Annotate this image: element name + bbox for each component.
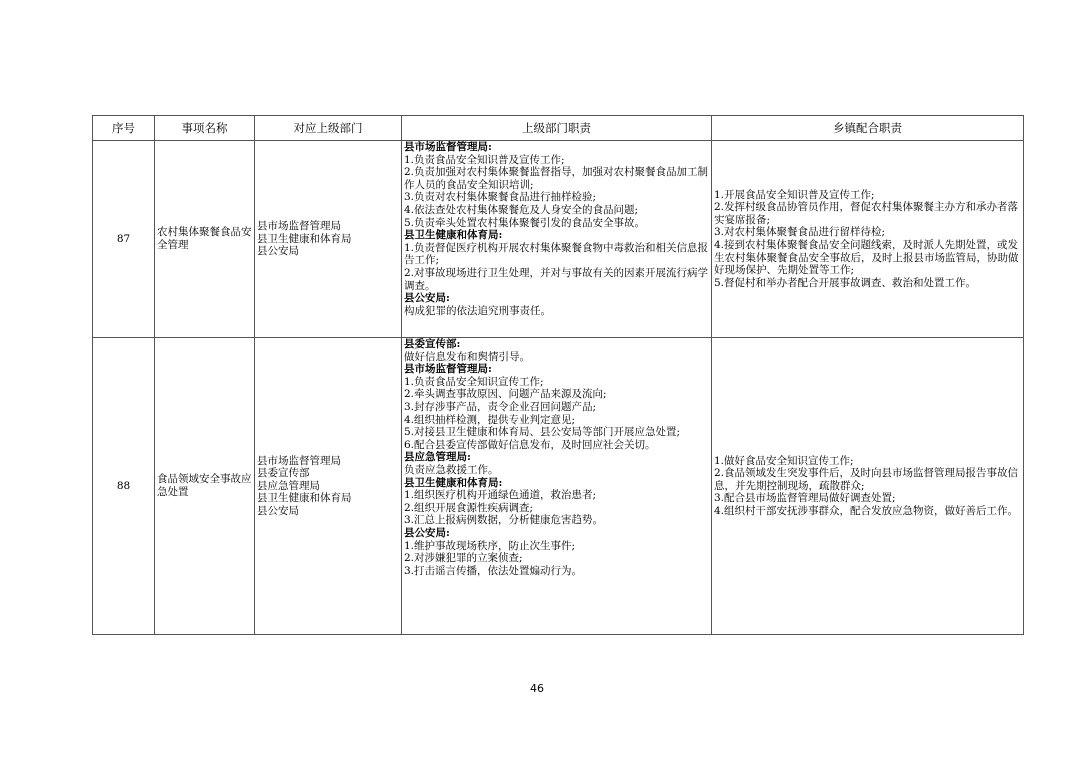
table-header-row	[93, 116, 1024, 141]
duty-line: 1.负责食品安全知识宣传工作;	[404, 375, 544, 388]
row-upper-duties	[402, 141, 712, 338]
duty-line: 负责应急救援工作。	[404, 463, 499, 476]
dept-entry: 县市场监督管理局	[257, 454, 341, 467]
duty-line: 2.负责加强对农村集体聚餐监督指导，加强对农村聚餐食品加工制作人员的食品安全知识培训;	[404, 166, 709, 191]
duty-line: 4.依法查处农村集体聚餐危及人身安全的食品问题;	[404, 203, 639, 216]
row-dept-list	[255, 338, 402, 635]
row-township-duties	[712, 338, 1024, 635]
township-duty-line: 2.食品领域发生突发事件后，及时向县市场监督管理局报告事故信息，并先期控制现场，疏散群众;	[714, 467, 1019, 492]
header-township-duties: 乡镇配合职责	[712, 116, 1024, 141]
duty-line: 5.负责牵头处置农村集体聚餐引发的食品安全事故。	[404, 216, 646, 229]
duty-line: 5.对接县卫生健康和体育局、县公安局等部门开展应急处置;	[404, 426, 681, 439]
row-dept-list	[255, 141, 402, 338]
header-upper-duties: 上级部门职责	[402, 116, 712, 141]
row-township-duties	[712, 141, 1024, 338]
duty-dept-heading: 县公安局:	[404, 292, 450, 305]
duty-line: 4.组织抽样检测，提供专业判定意见;	[404, 413, 576, 426]
dept-entry: 县委宣传部	[257, 467, 310, 480]
duty-line: 2.对事故现场进行卫生处理，并对与事故有关的因素开展流行病学调查。	[404, 266, 709, 292]
township-duty-line: 4.接到农村集体聚餐食品安全问题线索，及时派人先期处置，或发生农村集体聚餐食品安全事故后，及时上报县市场监管局，协助做好现场保护、先期处置等工作;	[714, 239, 1019, 277]
duty-line: 构成犯罪的依法追究刑事责任。	[404, 304, 551, 317]
duty-line: 6.配合县委宣传部做好信息发布，及时回应社会关切。	[404, 438, 656, 451]
duty-line: 3.负责对农村集体聚餐食品进行抽样检验;	[404, 191, 597, 204]
table-row	[93, 338, 1024, 635]
header-seq: 序号	[93, 116, 155, 141]
header-item: 事项名称	[155, 116, 255, 141]
document-table-container	[92, 115, 1023, 635]
duty-line: 做好信息发布和舆情引导。	[404, 350, 530, 363]
duty-line: 2.对涉嫌犯罪的立案侦查;	[404, 552, 523, 565]
dept-entry: 县公安局	[257, 504, 299, 517]
dept-entry: 县应急管理局	[257, 479, 320, 492]
duty-line: 1.维护事故现场秩序，防止次生事件;	[404, 539, 576, 552]
duty-line: 1.负责食品安全知识普及宣传工作;	[404, 153, 565, 166]
dept-entry: 县卫生健康和体育局	[257, 492, 352, 505]
table-row	[93, 141, 1024, 338]
township-duty-line: 5.督促村和举办者配合开展事故调查、救治和处置工作。	[714, 276, 977, 289]
township-duty-line: 4.组织村干部安抚涉事群众，配合发放应急物资，做好善后工作。	[714, 504, 1019, 517]
township-duty-line: 3.配合县市场监督管理局做好调查处置;	[714, 492, 896, 505]
row-item-name: 农村集体聚餐食品安全管理	[155, 141, 255, 338]
dept-entry: 县卫生健康和体育局	[257, 232, 352, 245]
dept-entry: 县市场监督管理局	[257, 220, 341, 233]
row-seq: 87	[93, 141, 155, 338]
responsibility-table	[92, 115, 1024, 635]
duty-line: 1.负责督促医疗机构开展农村集体聚餐食物中毒救治和相关信息报告工作;	[404, 241, 709, 267]
duty-line: 3.汇总上报病例数据，分析健康危害趋势。	[404, 514, 604, 527]
duty-dept-heading: 县市场监督管理局:	[404, 363, 492, 376]
header-dept: 对应上级部门	[255, 116, 402, 141]
duty-dept-heading: 县市场监督管理局:	[404, 141, 492, 153]
duty-line: 2.组织开展食源性疾病调查;	[404, 501, 534, 514]
row-item-name: 食品领域安全事故应急处置	[155, 338, 255, 635]
duty-dept-heading: 县卫生健康和体育局:	[404, 229, 503, 242]
duty-dept-heading: 县卫生健康和体育局:	[404, 476, 503, 489]
township-duty-line: 1.开展食品安全知识普及宣传工作;	[714, 188, 875, 201]
duty-line: 3.打击谣言传播，依法处置煽动行为。	[404, 564, 583, 577]
duty-line: 2.牵头调查事故原因、问题产品来源及流向;	[404, 388, 607, 401]
page-number: 46	[530, 682, 544, 695]
duty-dept-heading: 县公安局:	[404, 526, 450, 539]
township-duty-line: 1.做好食品安全知识宣传工作;	[714, 454, 854, 467]
duty-line: 1.组织医疗机构开通绿色通道，救治患者;	[404, 489, 597, 502]
township-duty-line: 3.对农村集体聚餐食品进行留样待检;	[714, 226, 886, 239]
row-seq: 88	[93, 338, 155, 635]
township-duty-line: 2.发挥村级食品协管员作用，督促农村集体聚餐主办方和承办者落实宴席报备;	[714, 201, 1019, 226]
duty-dept-heading: 县委宣传部:	[404, 338, 461, 350]
duty-dept-heading: 县应急管理局:	[404, 451, 471, 464]
duty-line: 3.封存涉事产品，责令企业召回问题产品;	[404, 400, 597, 413]
dept-entry: 县公安局	[257, 245, 299, 258]
row-upper-duties	[402, 338, 712, 635]
